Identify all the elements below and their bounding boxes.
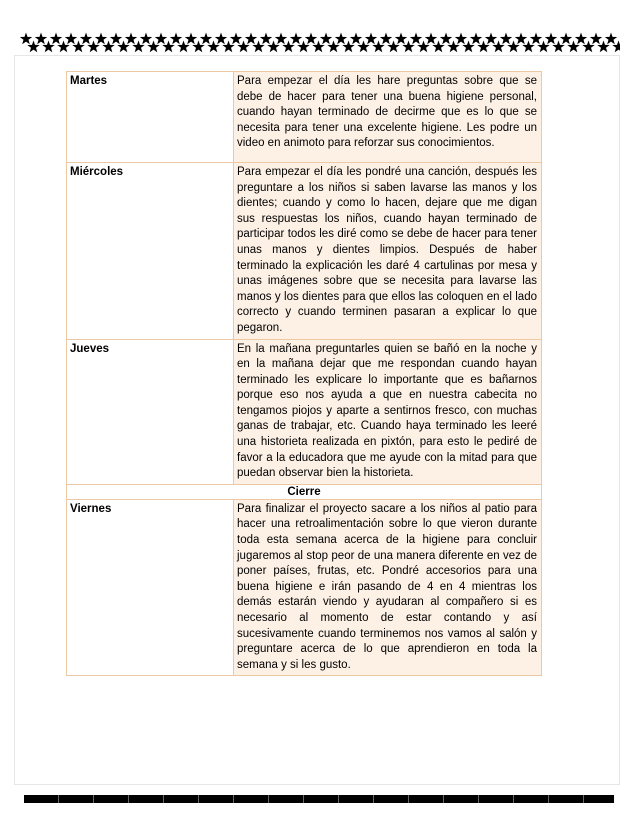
activity-description: Para finalizar el proyecto sacare a los niños al patio para hacer una retroalimentación sobre lo que vieron durante toda esta semana acerca de la higiene para concluir jugaremos al stop peor de una manera diferente en vez de poner países, frutas, etc. Pondré accesorios para una buena higiene e irán pasando de 4 en 4 mientras los demás estarán viendo y ayudaran al compañero si es necesario al momento de estar contando y así sucesivamente cuando terminemos nos vamos al salón y preguntare acerca de lo que aprendieron en toda la semana y si les gusto. <box>234 499 542 676</box>
stars-icon <box>20 32 620 54</box>
activity-description: Para empezar el día les pondré una canción, después les preguntare a los niños si saben lavarse las manos y los dientes; cuando y como lo hacen, dejare que me digan sus respuestas los niños, cuando hayan terminado de participar todos les diré como se debe de hacer para tener unas manos y dientes limpios. Después de haber terminado la explicación les daré 4 cartulinas por mesa y unas imágenes sobre que se necesita para lavarse las manos y los dientes para que ellos las coloquen en el lado correcto y cuando terminen pasaran a explicar lo que pegaron. <box>234 162 542 339</box>
bottom-border-decoration <box>24 795 614 803</box>
day-label: Viernes <box>67 499 234 676</box>
table-row <box>67 499 542 676</box>
section-header-row <box>67 484 542 499</box>
table-row <box>67 72 542 163</box>
activity-description: En la mañana preguntarles quien se bañó en la noche y en la mañana dejar que me respondan cuando hayan terminado les explicare lo importante que es bañarnos porque eso nos ayuda a que en nuestra cabecita no tengamos piojos y aparte a sentirnos fresco, con muchas ganas de trabajar, etc. Cuando haya terminado les leeré una historieta realizada en pixtón, para esto le pediré de favor a la educadora que me ayude con la mitad para que puedan observar bien la historieta. <box>234 339 542 484</box>
section-label: Cierre <box>67 484 542 499</box>
table-row <box>67 339 542 484</box>
day-label: Martes <box>67 72 234 163</box>
star-border-decoration <box>20 32 620 54</box>
day-label: Miércoles <box>67 162 234 339</box>
activity-description: Para empezar el día les hare preguntas sobre que se debe de hacer para tener una buena higiene personal, cuando hayan terminado de decirme que es lo que se necesita para tener una excelente higiene. Les podre un video en animoto para reforzar sus conocimientos. <box>234 72 542 163</box>
table-row <box>67 162 542 339</box>
activity-plan-table <box>66 71 542 676</box>
day-label: Jueves <box>67 339 234 484</box>
